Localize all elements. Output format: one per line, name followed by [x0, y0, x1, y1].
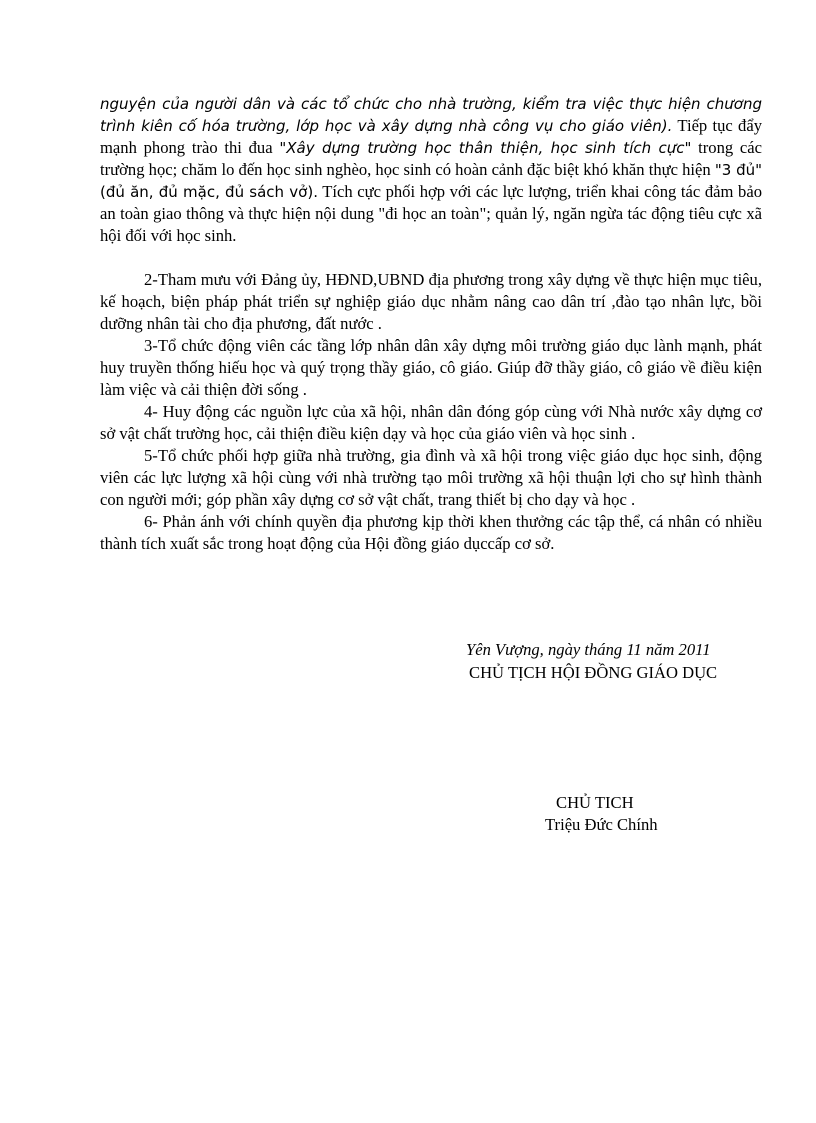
document-body [100, 93, 762, 555]
three-enough-text: "3 đủ" (đủ ăn, đủ mặc, đủ sách vở). [100, 161, 763, 201]
paragraph-gap [100, 247, 762, 269]
movement-name: "Xây dựng trường học thân thiện, học sinh tích cực" [279, 139, 692, 157]
intro-paragraph [100, 93, 762, 247]
signature-role: CHỦ TICH [556, 793, 634, 812]
signature-name: Triệu Đức Chính [545, 815, 658, 834]
list-item-5: 5-Tổ chức phối hợp giữa nhà trường, gia đình và xã hội trong việc giáo dục học sinh, động viên các lực lượng xã hội cùng với nhà trường tạo môi trường xã hội thuận lợi cho sự hình thành con người mới; góp phần xây dựng cơ sở vật chất, trang thiết bị cho dạy và học . [100, 446, 762, 509]
signature-place-date: Yên Vượng, ngày tháng 11 năm 2011 [466, 640, 711, 659]
list-item-3: 3-Tổ chức động viên các tầng lớp nhân dân xây dựng môi trường giáo dục lành mạnh, phát huy truyền thống hiếu học và quý trọng thầy giáo, cô giáo. Giúp đỡ thầy giáo, cô giáo về điều kiện làm việc và cải thiện đời sống . [100, 336, 762, 399]
list-item-4: 4- Huy động các nguồn lực của xã hội, nhân dân đóng góp cùng với Nhà nước xây dựng cơ sở vật chất trường học, cải thiện điều kiện dạy và học của giáo viên và học sinh . [100, 402, 762, 443]
intro-lead-text: Tiếp tục đẩy mạnh phong trào thi đua [100, 116, 763, 157]
list-item-2: 2-Tham mưu với Đảng ủy, HĐND,UBND địa phương trong xây dựng về thực hiện mục tiêu, kế hoạch, biện pháp phát triển sự nghiệp giáo dục nhằm nâng cao dân trí ,đào tạo nhân lực, bồi dưỡng nhân tài cho địa phương, đất nước . [100, 270, 762, 333]
list-item-6: 6- Phản ánh với chính quyền địa phương kịp thời khen thưởng các tập thể, cá nhân có nhiều thành tích xuất sắc trong hoạt động của Hội đồng giáo dụccấp cơ sở. [100, 512, 762, 553]
signature-council-title: CHỦ TỊCH HỘI ĐỒNG GIÁO DỤC [469, 663, 718, 682]
intro-middle-text: trong các trường học; chăm lo đến học sinh nghèo, học sinh có hoàn cảnh đặc biệt khó khăn thực hiện [100, 138, 762, 179]
intro-italic-text: nguyện của người dân và các tổ chức cho nhà trường, kiểm tra việc thực hiện chương trình kiên cố hóa trường, lớp học và xây dựng nhà công vụ cho giáo viên). [100, 95, 762, 135]
intro-rest-text: Tích cực phối hợp với các lực lượng, triển khai công tác đảm bảo an toàn giao thông và thực hiện nội dung "đi học an toàn"; quản lý, ngăn ngừa tác động tiêu cực xã hội đối với học sinh. [100, 182, 762, 245]
